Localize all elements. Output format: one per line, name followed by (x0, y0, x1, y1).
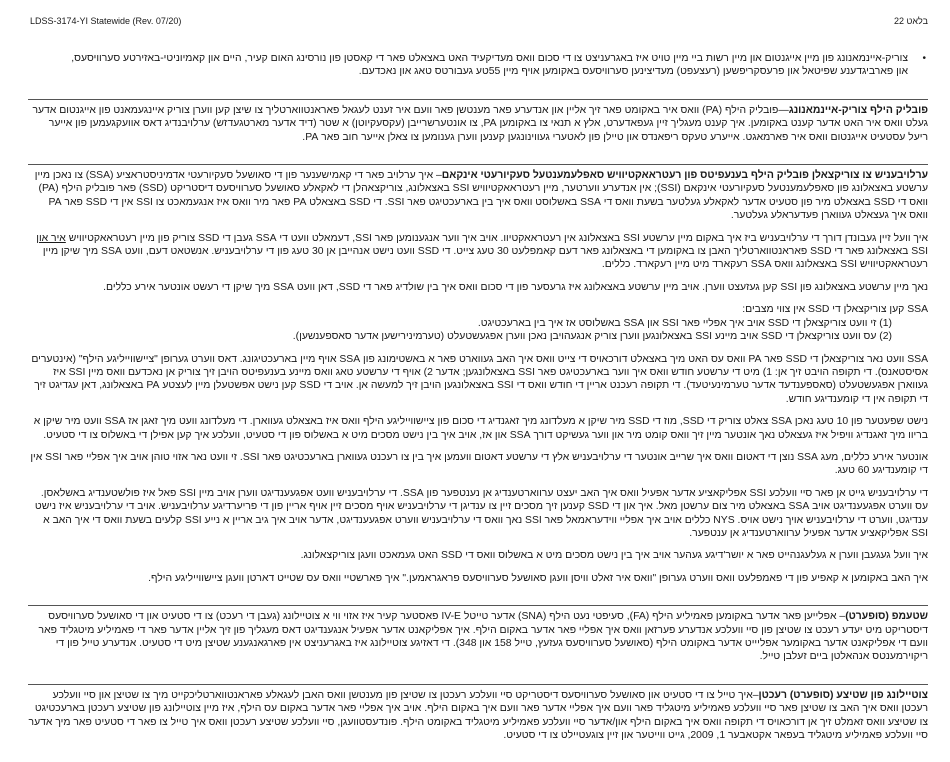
support-paragraph (28, 689, 928, 743)
snap-title: שטעמפ (סופערט) (845, 611, 928, 623)
support-body: –איך טייל צו די סטעיט און סאושעל סערוויסעס דיסטריקט סיי וועלכע רעכטן צו שטיצן פון מענטשן וואס האבן לעגאלע פאראנטווארטליכקייט מיך צו שטיצן און סיי וועלכע רעכטן וואס איך האב צו שטיצן פאר סיי וועלכע פאמיליע מיטגליד פאר וועם איך אפליי אדער פאר וועם איך באקום הילף. אויב איך אפליי פאר אדער באקום עס הילף, איז מיין צוטיילונג פון שטיצע רעכטן בארעכטיגט צו שטיצע וואס זאמלט זיך אן דורכאויס די תקופה וואס איך באקום הילף און/אדער סיי וועלכע פאמיליע מיטגליד באקומט הילף. פונדעסטוועגן, סיי וועלכע שטיצע רעכטן וואס איך טייל צו פאר די סטעיט פאר מיך אדער סיי וועלכע פאמיליע מיטגליד בעפאר אקטאבער 1, 2009, גייט ווייטער און זיין צוגעטיילט צו די סטעיט. (28, 689, 928, 742)
ssi-title: ערלויבעניש צו צוריקצאלן פובליק הילף בענעפיטס פון רעטראאקטיוויש סאפלעמענטעל סעקיורעטי אינקאם (441, 170, 928, 182)
document-body (28, 52, 928, 762)
ssi-list-item: (1) זי וועט צוריקצאלן די SSD אויב איך אפליי פאר SSI און SSA באשלוסט אז איך בין בארעכטיגט. (477, 317, 892, 329)
ssi-paragraph-6: אונטער אירע כללים, מעג SSA נוצן די דאטום וואס איך שרייב אונטער די ערלויבעניש אלץ די ערשטע דאטום וועמען איך בין צו רעכנט געווארן בארעכטיגט פאר SSI. זי וועט נאר אזוי טוהן אויב איך אפליי פאר SSI אין די קומענדיגע 60 טעג. (30, 451, 928, 477)
ssi-p1-text: – איך ערלויב פאר די קאמישענער פון די סאושעל סעקיורעטי אדמיניסטראציע (SSA) צו נאכן מיין ערשטע באצאלונג פון סאפלעמענטעל סעקיורעטי אינקאם (SSI); אין אנדערע ווערטער, מיין רעטראאקטיוויש SSI באצאלונג, צוריקצאהלן די לאקאלע סאושעל סערוויסעס דיסטריקט (SSD) פאר פובליק הילף (PA) וואס די SSD באצאלט מיר פון סטעיט אדער לאקאלע געלטער בשעת וואס די SSA באשלוסט וואס איך בין בארעכטיגט פאר SSI. די SSD באצאלט PA פאר מיר וואס איז אנגעמאכט צו SSI אין די SSD פאר PA וואס איך געצאלט געווארן פעדעראלע געלטער. (34, 170, 928, 222)
page-number: בלאט 22 (893, 16, 928, 26)
section-support-rights (28, 685, 928, 743)
bullet-dot-icon: • (922, 53, 926, 64)
ssi-paragraph-7: די ערלויבעניש גייט אן פאר סיי וועלכע SSI אפליקאציע אדער אפעיל וואס איך האב יעצט ערווארטענדיג אן נענטפער פון SSA. די ערלויבעניש וועט אפגעענדיגט ווערן אויב מיין SSI פאל איז פולשטענדיג באשלאסן. עס ווערט אפגעענדיגט אויב SSA באצאלט מיר צום ערשטן מאל. איך און די SSD קענען זיך מסכים זיין צו ענדיגן די ערלויבעניש אויף מסכים זיין אויף אריין פון די פריערדיגע ערלויבעניש. אויב די ערלויבעניש איז נישט ענדיגט, ווערט די ערלויבעניש אויך נישט אויס. NYS כללים אויב איך אפליי ווידעראמאל פאר SSI נאך וואס די ערלויבעניש ווערט אפגעענדיגט, אדער אויב איך גיב אריין א נייע SSI קלעים בשעת וואס די איך האב א SSI אפליקאציע אדער אפעיל ערווארטענדיג אן ענטפער. (34, 487, 928, 539)
support-title: צוטיילונג פון שטיצע (סופערט) רעכטן (758, 689, 928, 701)
ssi-p2-underlined: איר און (36, 232, 66, 244)
bullet-paragraph (58, 52, 928, 79)
bullet-text: צוריק-איינמאנונג פון מיין אייגנטום און מיין רשות ביי מיין טויט איז באגרעניצט צו די סכום וואס מעדיקעיד האט באצאלט פאר די קאסטן פון נורסינג האום קעיר, היים און קאמיוניטי-באזירטע סערוויסעס, און פארביגדענע שפיטאל און פרעסקריפשען (רעצעפט) מעדיצינען סערוויסעס באקומען אויף מיין 55טע געבורטס טאג און נאכדעם. (71, 53, 908, 78)
ssi-list-item: (2) עס וועט צוריקצאלן די SSD אויב מיינע SSI באצאלונגען ווערן צוריק אנגעהויבן נאכן ווערן אפגעשטעלט (טערמינירישען אדער סאספענשען). (292, 331, 892, 343)
ssi-paragraph-3: נאך מיין ערשטע באצאלונג פון SSI קען געזעצט ווערן. אויב מיין ערשטע באצאלונג איז גרעסער פון די סכום וואס איך בין שולדיג פאר די SSD, דאן וועט SSA מיך שיקן די רעשט אונטער אירע כללים. (103, 281, 928, 293)
ssi-paragraph-5: נישט שפעטער פון 10 טעג נאכן SSA צאלט צוריק די SSD, מוז די SSD מיר שיקן א מעלדונג מיך זאגנדיג די סכום פון ציישווייליגע הילף וואס איז באצאלט געווארן. די מעלדונג וועט מיך זאגן אז SSA וועט מיר שיקן א בריוו מיך זאגנדיג וויפיל איז געצאלט נאך אונטער מיין זיך וואס קומט מיר און ווער געשיקט דורך SSA און אז, אויב איך בין נישט מסכים מיט א באשלוס פון די סטעיט, וועלכע איך קען אפילן די באשלוס צו די סטעיט. (33, 416, 928, 441)
section-ssi-authorization (28, 165, 928, 585)
ssi-p2-post: SSI באצאלונג פאר די SSD פאראנטווארטליך האבן צו באקומען די באצאלונג פאר דעם קאמפלעט 30 טעג צייט. די SSD וועט נישט אנהייבן אן 30 טעג פון די ערלויבעניש. אנשטאט דעם, וועט SSA מיך שיקן מיין רעטראאקטיוויש SSI באצאלונג וואס SSA רעקארד מיט מיין רעקארד. כללים. (42, 246, 928, 271)
pa-body: —פובליק הילף (PA) וואס איר באקומט פאר זיך אליין און אנדערע פאר מענטשן פאר וועם איר זענט לעגאל פאראנטווארטליך צו שיצן קען ווערן צוריק איינגעמאנט פון אייגנטום אדער געלט וואס איר האט אדער קענט באקומען. איך קענט מעגליך זיין געפאדערט, אלץ א תנאי צו באקומען PA, צו אונטערשרייבן (עקסעקיוטן) א שטר (דיד אדער מארטגעדזש) ערלויבנדיג דאס אוועקגעמען פון אייער ריעל עסטעיט אייגנטום וואס איר פארמאגט. אייערע טעקס ריפאנדס און טיילן פון לאטערי געווינונגען קענען ווערן גענומען צו צאלן אייער חוב פאר PA. (32, 104, 928, 143)
snap-body: – אפלייען פאר אדער באקומען פאמיליע הילף (FA), סעיפטי נעט הילף (SNA) אדער טייטל IV-E פאסטער קעיר איז אזוי ווי א צוטיילונג (געבן די רעכט) צו די סטעיט און די סאושעל סערוויסעס דיסטריקט מיט יעדע רעכט צו שטיצן פון סיי וועלכע אנדערע פערזאן וואס איך אפליי פאר אדער באקום הילף. איך אפליקאנט אדער אפעיל אנגענדיגט דאס מעגליך פון זיך אליין אדער פאר די פאמיליע מיטגליד פאר וועם די אפליקאנט אדער באקומער אפליייט אדער באקומט הילף (סאושעל סערוויסעס געזעץ, טייל 158 און 348). די דאזיגע צוטיילונג איז באגרעניצט אין פארגאנגענע שטיצן מיט די סטעיט. אנדערע טייל פון די ריקוירמענטס אנהאלטן ביים זעלבן טייל. (38, 611, 928, 663)
ssi-paragraph-4: SSA וועט נאר צוריקצאלן די SSD פאר PA וואס עס האט מיך באצאלט דורכאויס די צייט וואס איך האב געווארט פאר א באשטימונג פון SSA אויף מיין בארעכטיגונג. דאס ווערט גערופן "ציישווייליגע הילף" (אינטערים אסיסטאנס). די תקופה הויבט זיך אן: 1) מיט די ערשטע חודש וואס איך ווער בארעכטיגט פאר SSI באצאלונגען; אדער 2) אויף די ערשטע טאג וואס מיינע בענעפיטס הויבן זיך צוריק אן נאכדעם וואס מיין SSI איז געווארן אפגעשטעלט (סאספענדעד אדער טערמינעיטעד). די תקופה רעכנט אריין די חודש וואס די SSI באצאלונגען הויבן זיך למעשה אן. אויב די SSD קען נישט אפשטעלן מיין לעצטע PA באצאלונג, דאן עגדיגט זיך די תקופה אין די קומענדיגע חודש. (31, 353, 928, 405)
snap-paragraph (28, 610, 928, 664)
pa-title: פובליק הילף צוריק-איינמאנונג (788, 104, 928, 116)
ssi-p2-pre: איך וועל זיין געבונדן דורך די ערלויבעניש ביז איך באקום מיין ערשטע SSI באצאלונג אין רעטראאקטיוו. אויב איך ווער אנגענומען פאר SSI, דעמאלט וועט די SSA געבן די SSD צוריק פון מיין רעטראאקטיוויש (68, 232, 928, 244)
section-public-assistance (28, 100, 928, 144)
pa-paragraph (28, 104, 928, 144)
section-support (28, 606, 928, 664)
ssi-paragraph-9: איך האב באקומען א קאפיע פון די פאמפלעט וואס ווערט גערופן "וואס איר זאלט וויסן וועגן סאושעל סערוויסעס פראגראמען." איך פארשטיי וואס עס שטייט דארטן וועגן ציישווייליגע הילף. (148, 572, 928, 584)
ssi-paragraph-8: איך וועל געגעבן ווערן א געלעגנהייט פאר א יושר'דיגע געהער אויב איך בין נישט מסכים מיט א באשלוס וואס די SSD האט געמאכט וועגן צוריקצאלונג. (300, 550, 928, 562)
ssi-paragraph-1 (28, 169, 928, 223)
form-id: LDSS-3174-YI Statewide (Rev. 07/20) (30, 16, 182, 26)
ssi-paragraph-2 (28, 232, 928, 272)
ssi-list-intro: SSA קען צוריקצאלן די SSD אין צווי מצבים: (742, 304, 928, 316)
page-header (30, 14, 928, 28)
ssi-situations-list (28, 303, 928, 343)
